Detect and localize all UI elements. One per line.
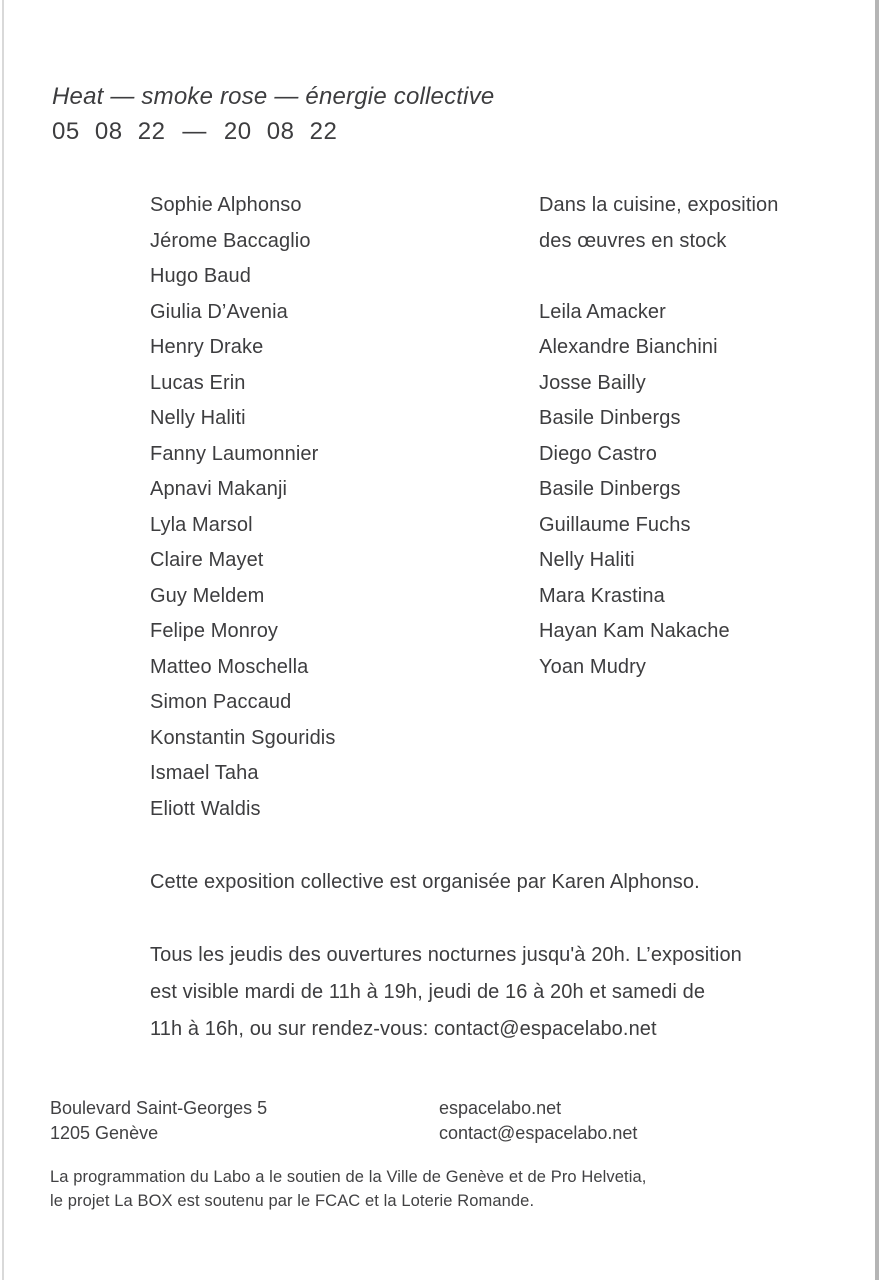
artist-list-main — [150, 188, 335, 827]
artist-name: Lyla Marsol — [150, 513, 253, 536]
artist-list-cuisine — [539, 295, 779, 686]
artist-name: Nelly Haliti — [539, 549, 635, 571]
artist-name: Basile Dinbergs — [539, 407, 681, 429]
artist-name: Konstantin Sgouridis — [150, 726, 336, 749]
artist-name: Fanny Laumonnier — [150, 442, 319, 465]
address-street: Boulevard Saint-Georges 5 — [50, 1098, 268, 1118]
artist-name: Apnavi Makanji — [150, 478, 288, 500]
artist-name: Nelly Haliti — [150, 407, 246, 429]
artist-name: Hayan Kam Nakache — [539, 620, 730, 642]
website-link[interactable]: espacelabo.net — [439, 1098, 562, 1118]
artist-name: Lucas Erin — [150, 371, 246, 394]
support-note-line: La programmation du Labo a le soutien de la Ville de Genève et de Pro Helvetia, — [50, 1168, 647, 1186]
artist-name: Henry Drake — [150, 336, 264, 358]
artist-name: Felipe Monroy — [150, 620, 279, 642]
support-note-line: le projet La BOX est soutenu par le FCAC et la Loterie Romande. — [50, 1191, 535, 1210]
organizer-note: Cette exposition collective est organisée par Karen Alphonso. — [150, 871, 700, 893]
exhibition-dates — [52, 114, 494, 149]
footer-address — [50, 1096, 267, 1145]
address-city: 1205 Genève — [50, 1122, 159, 1143]
opening-hours-line: Tous les jeudis des ouvertures nocturnes jusqu'à 20h. L’exposition — [150, 944, 742, 966]
artist-name: Simon Paccaud — [150, 691, 292, 713]
artist-name: Matteo Moschella — [150, 655, 309, 678]
artist-name: Guy Meldem — [150, 584, 265, 607]
artist-name: Basile Dinbergs — [539, 478, 681, 500]
footer-contact — [439, 1096, 637, 1145]
artist-name: Sophie Alphonso — [150, 194, 302, 216]
artist-name: Alexandre Bianchini — [539, 336, 718, 358]
date-start: 05 08 22 — [52, 118, 166, 145]
artist-name: Josse Bailly — [539, 371, 646, 394]
artist-name: Guillaume Fuchs — [539, 513, 691, 536]
opening-hours-paragraph — [150, 937, 742, 1048]
email-link[interactable]: contact@espacelabo.net — [439, 1122, 638, 1143]
date-separator: — — [182, 118, 207, 145]
artist-name: Yoan Mudry — [539, 655, 646, 678]
opening-hours-line: est visible mardi de 11h à 19h, jeudi de 16 à 20h et samedi de — [150, 981, 706, 1003]
page-right-border-line — [875, 0, 879, 1280]
artist-name: Giulia D’Avenia — [150, 300, 288, 323]
artist-name: Eliott Waldis — [150, 797, 261, 820]
exhibition-title: Heat — smoke rose — énergie collective — [52, 83, 495, 110]
artist-name: Diego Castro — [539, 442, 657, 465]
page-left-border-line — [2, 0, 4, 1280]
cuisine-heading-line1: Dans la cuisine, exposition — [539, 194, 779, 216]
cuisine-column — [539, 188, 779, 685]
artist-name: Ismael Taha — [150, 762, 259, 784]
artist-name: Leila Amacker — [539, 300, 666, 323]
cuisine-heading-line2: des œuvres en stock — [539, 229, 727, 252]
flyer-header — [52, 79, 494, 149]
artist-name: Hugo Baud — [150, 265, 251, 287]
artist-name: Mara Krastina — [539, 584, 665, 607]
date-end: 20 08 22 — [223, 118, 338, 145]
opening-hours-line: 11h à 16h, ou sur rendez-vous: contact@espacelabo.net — [150, 1018, 657, 1040]
artist-name: Claire Mayet — [150, 549, 264, 571]
column-spacer — [539, 259, 779, 295]
artist-name: Jérome Baccaglio — [150, 229, 311, 252]
support-note — [50, 1166, 646, 1213]
